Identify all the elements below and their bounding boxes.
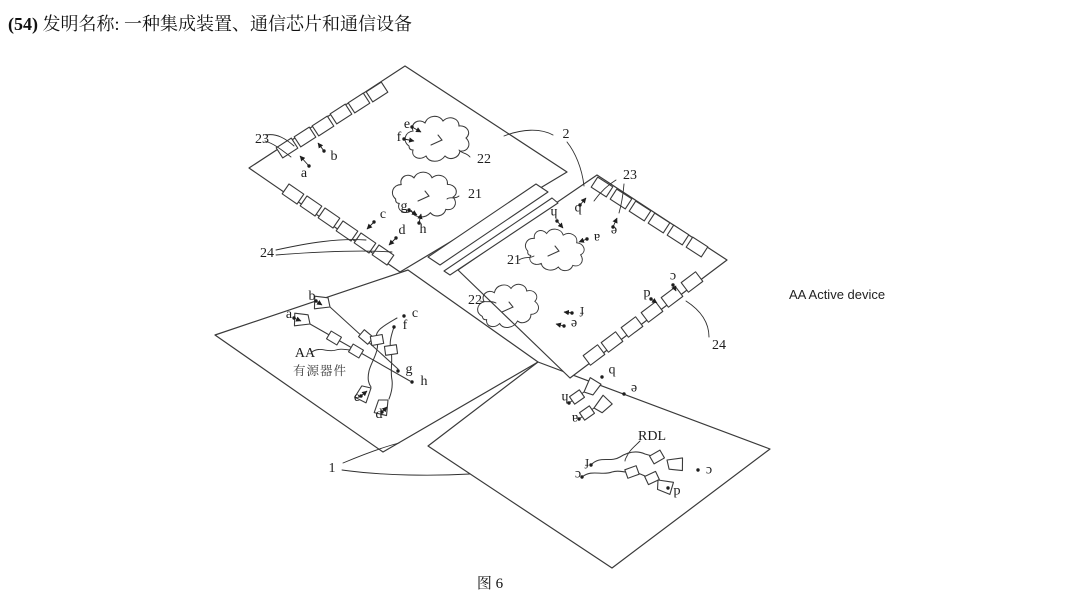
label-a: a <box>571 411 579 426</box>
label-21: 21 <box>468 187 482 202</box>
label-a: a <box>285 307 293 322</box>
point-dot <box>392 325 395 328</box>
annotation-e <box>622 381 637 396</box>
point-dot <box>666 486 669 489</box>
label-f: f <box>584 455 590 470</box>
label-e: e <box>630 381 638 396</box>
annotation-1 <box>329 461 336 476</box>
label-a: a <box>593 230 601 245</box>
field-code: (54) <box>8 14 38 34</box>
label-22: 22 <box>477 152 491 167</box>
label-f: f <box>402 318 408 333</box>
label-d: d <box>673 484 681 499</box>
point-dot <box>600 375 603 378</box>
annotation-21 <box>468 187 482 202</box>
label-c: c <box>669 269 677 284</box>
annotation-21 <box>507 253 521 268</box>
label-c: c <box>379 207 387 222</box>
figure-caption: 图 6 <box>476 576 504 592</box>
annotation-有源器件 <box>293 363 347 378</box>
label-24: 24 <box>260 246 274 261</box>
label-c: c <box>705 463 713 478</box>
label-21: 21 <box>507 253 521 268</box>
label-AA: AA <box>294 346 316 361</box>
label-e: e <box>403 117 411 132</box>
label-23: 23 <box>623 168 637 183</box>
label-c: c <box>411 306 419 321</box>
label-d: d <box>643 286 651 301</box>
label-e: e <box>610 223 618 238</box>
aa-legend-note: AA Active device <box>789 287 886 302</box>
label-c: c <box>574 467 582 482</box>
point-dot <box>396 369 399 372</box>
label-h: h <box>561 390 569 405</box>
label-g: g <box>400 199 408 214</box>
label-b: b <box>574 201 582 216</box>
point-dot <box>410 380 413 383</box>
label-22: 22 <box>468 293 482 308</box>
label-2: 2 <box>562 127 570 142</box>
label-b: b <box>608 363 616 378</box>
annotation-24 <box>712 338 726 353</box>
annotation-h <box>562 390 571 405</box>
field-label: 发明名称: <box>42 14 120 34</box>
label-有源器件: 有源器件 <box>292 364 348 378</box>
label-d: d <box>398 223 406 238</box>
label-24: 24 <box>712 338 726 353</box>
annotation-22 <box>468 293 482 308</box>
label-1: 1 <box>328 461 336 476</box>
point-dot <box>696 468 699 471</box>
annotation-RDL <box>638 429 666 444</box>
label-b: b <box>308 289 316 304</box>
annotation-b <box>600 363 615 379</box>
label-e: e <box>353 390 361 405</box>
annotation-2 <box>563 127 570 142</box>
label-f: f <box>396 130 402 145</box>
label-h: h <box>419 222 427 237</box>
label-d: d <box>375 407 383 422</box>
label-b: b <box>330 149 338 164</box>
label-h: h <box>420 374 428 389</box>
label-h: h <box>550 205 558 220</box>
annotation-22 <box>477 152 491 167</box>
label-e: e <box>570 316 578 331</box>
label-23: 23 <box>255 132 269 147</box>
label-g: g <box>405 362 413 377</box>
annotation-23 <box>255 132 269 147</box>
annotation-24 <box>260 246 274 261</box>
point-dot <box>622 392 625 395</box>
label-RDL: RDL <box>638 429 666 444</box>
label-a: a <box>300 166 308 181</box>
label-f: f <box>579 303 585 318</box>
annotation-23 <box>623 168 637 183</box>
annotation-AA <box>295 346 316 361</box>
invention-name: 一种集成装置、通信芯片和通信设备 <box>124 14 413 34</box>
